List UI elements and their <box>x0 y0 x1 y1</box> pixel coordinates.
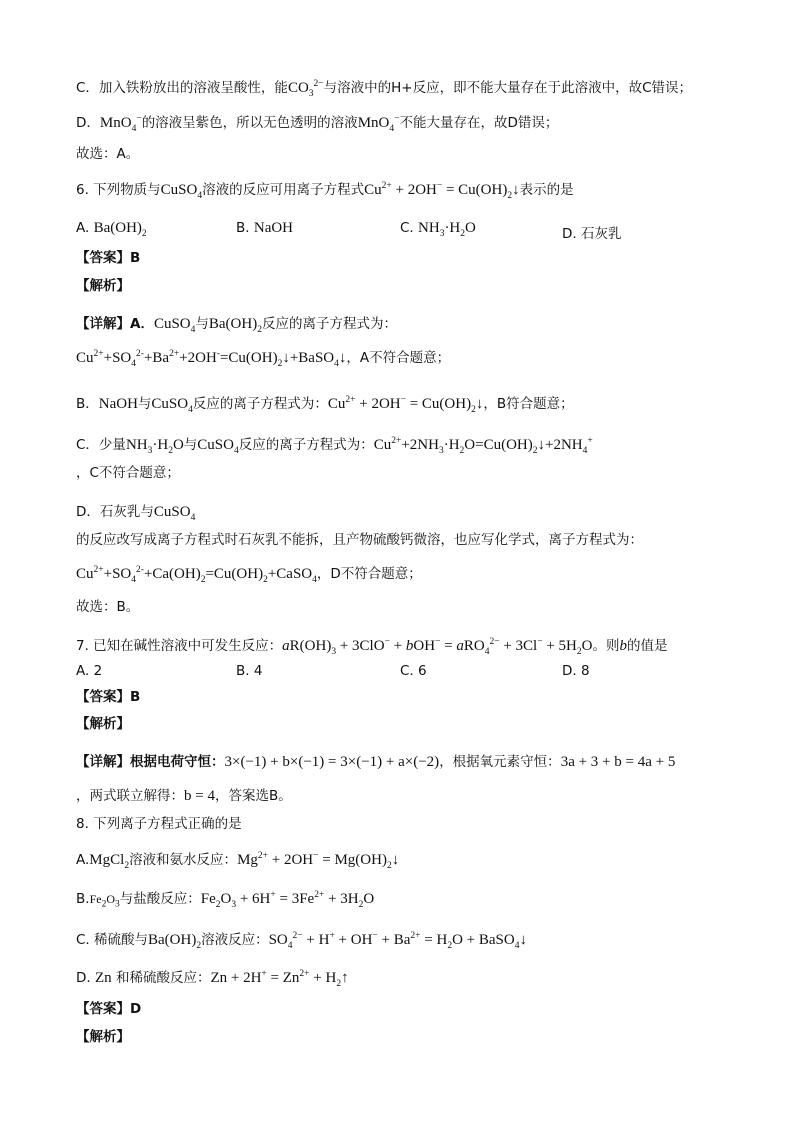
q6-option-b: B. NaOH <box>236 220 294 236</box>
q6-option-c: C. $NH_3\cdot H_2O$ <box>400 220 476 239</box>
q6-analysis-heading: 【解析】 <box>76 278 130 294</box>
q6-detail-c: C．少量$NH_3\cdot H_2O$与CuSO$_4$反应的离子方程式为：$Cu^{2+}+2NH_3\cdot H_2O=Cu(OH)_2↓+2NH_4^+$ <box>76 436 593 456</box>
q6-detail-c-note: ，C不符合题意； <box>76 465 180 481</box>
q6-equation-d: $Cu^{2+}+SO_4^{2-}+Ca(OH)_2=Cu(OH)_2+CaSO_4$，D不符合题意； <box>76 565 422 585</box>
q7-reaction: $aR(OH)_3 + 3ClO^- + bOH^- = aRO_4^{2-} + 3Cl^- + 5H_2O$ <box>282 637 593 657</box>
q7-option-a: A. 2 <box>76 663 103 679</box>
q6-conclusion: 故选：B。 <box>76 599 140 615</box>
q6-option-d: D. 石灰乳 <box>562 226 622 242</box>
q6-equation-a: $Cu^{2+}+SO_4^{2-}+Ba^{2+}+2OH^-=Cu(OH)_2↓+BaSO_4↓$，A不符合题意； <box>76 349 451 369</box>
q8-option-d: D. Zn 和稀硫酸反应：$Zn + 2H^+ = Zn^{2+}$ + $H_2↑$ <box>76 969 349 989</box>
q6-option-a: A. $Ba(OH)_2$ <box>76 220 147 239</box>
q7-option-b: B. 4 <box>236 663 263 679</box>
q7-detail: 【详解】根据电荷守恒：3×(−1) + b×(−1) = 3×(−1) + a×(−2)，根据氧元素守恒：3a + 3 + b = 4a + 5 <box>76 754 676 770</box>
carbonate-ion: $CO_3^{2-}$ <box>287 79 324 99</box>
q7-answer: 【答案】B <box>76 689 141 705</box>
q6-detail-b: B．NaOH与CuSO$_4$反应的离子方程式为：$Cu^{2+} + 2OH^-$ = $Cu(OH)_2↓$，B符合题意； <box>76 395 574 415</box>
q5-option-c-line: C．加入铁粉放出的溶液呈酸性，能$CO_3^{2-}$与溶液中的H+反应，即不能大量存在于此溶液中，故C错误； <box>76 79 693 99</box>
q7-solution: ，两式联立解得：b = 4，答案选B。 <box>76 788 292 804</box>
q8-analysis-heading: 【解析】 <box>76 1029 130 1045</box>
q6-stem: 6. 下列物质与CuSO$_4$溶液的反应可用离子方程式$Cu^{2+} + 2OH^-$ = $Cu(OH)_2↓$表示的是 <box>76 181 574 201</box>
q7-option-d: D. 8 <box>562 663 590 679</box>
q8-option-a: A.MgCl$_2$溶液和氨水反应：$Mg^{2+} + 2OH^-$ = $Mg(OH)_2↓$ <box>76 851 400 871</box>
q6-ionic-equation: $Cu^{2+} + 2OH^-$ = $Cu(OH)_2↓$ <box>364 181 520 201</box>
q6-detail-d: D．石灰乳与CuSO$_4$ <box>76 504 196 523</box>
q5-answer-line: 故选：A。 <box>76 146 140 162</box>
q6-detail-d-text: 的反应改写成离子方程式时石灰乳不能拆，且产物硫酸钙微溶，也应写化学式，离子方程式为： <box>76 532 643 548</box>
q5-option-d-line: D．MnO$_4$−的溶液呈紫色，所以无色透明的溶液MnO$_4$−不能大量存在，故D错误； <box>76 114 559 134</box>
q6-answer: 【答案】B <box>76 250 141 266</box>
q7-stem: 7. 已知在碱性溶液中可发生反应：$aR(OH)_3 + 3ClO^- + bOH^- = aRO_4^{2-} + 3Cl^- + 5H_2O$。则b的值是 <box>76 637 668 657</box>
q8-option-c: C. 稀硫酸与$Ba(OH)_2$溶液反应：$SO_4^{2-} + H^+ + OH^- + Ba^{2+} = H_2O$ + BaSO$_4$↓ <box>76 931 527 951</box>
q8-answer: 【答案】D <box>76 1001 142 1017</box>
q8-stem: 8. 下列离子方程式正确的是 <box>76 816 242 832</box>
q6-detail-a: 【详解】A．CuSO$_4$与$Ba(OH)_2$反应的离子方程式为： <box>76 316 397 335</box>
permanganate-ion: MnO$_4$− <box>99 114 142 134</box>
q7-option-c: C. 6 <box>400 663 427 679</box>
q7-analysis-heading: 【解析】 <box>76 716 130 732</box>
permanganate-ion-2: MnO$_4$− <box>357 114 400 134</box>
q8-option-b: $B.Fe_2O_3$与盐酸反应：$Fe_2O_3 + 6H^+ = 3Fe^{2+} + 3H_2O$ <box>76 890 375 910</box>
